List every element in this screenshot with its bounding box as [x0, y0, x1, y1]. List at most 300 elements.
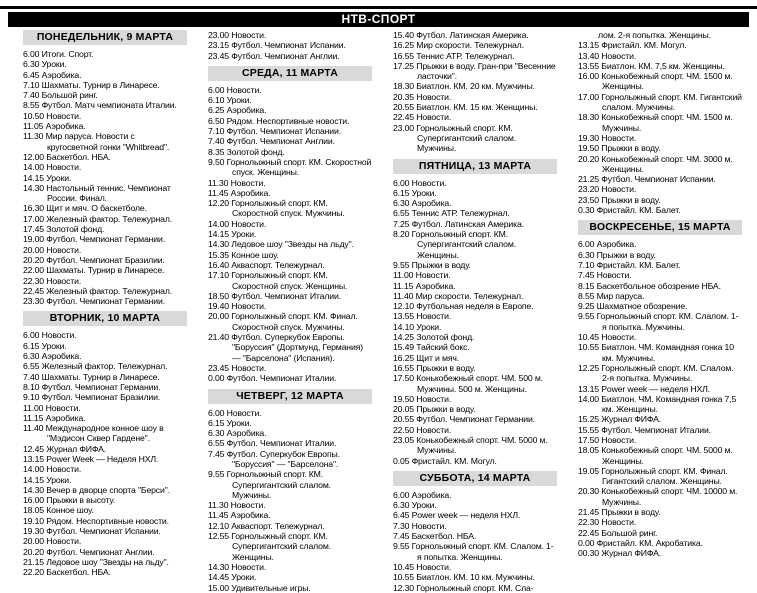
program-time: 7.10 [208, 126, 225, 137]
program-time: 14.30 [23, 484, 44, 495]
program-time: 19.10 [23, 515, 44, 526]
program-title: Баскетбольное обозрение НБА. [594, 280, 721, 291]
program-entry [393, 404, 557, 414]
program-time: 20.20 [23, 254, 44, 265]
program-columns [0, 27, 757, 593]
program-entry [393, 373, 557, 394]
program-time: 6.00 [208, 84, 225, 95]
program-title: Футбол. Чемпионат Италии. [224, 438, 337, 449]
program-entry [578, 332, 742, 342]
program-title: Футбол. Чемпионат Бразилии. [39, 392, 161, 403]
program-title: Баскетбол. НБА. [44, 151, 111, 162]
channel-title: НТВ-СПОРТ [341, 12, 416, 26]
program-title: Уроки. [39, 340, 67, 351]
program-time: 6.15 [208, 417, 225, 428]
program-title: Биатлон. КМ. 10 км. Мужчины. [414, 572, 535, 583]
program-time: 7.30 [393, 520, 410, 531]
program-time: 8.20 [393, 229, 410, 240]
program-entry [393, 178, 557, 188]
program-time: 21.40 [208, 332, 229, 343]
program-entry [393, 353, 557, 363]
program-title: Конькобежный спорт. ЧМ. 10000 м. Мужчины. [599, 486, 738, 507]
program-entry [208, 105, 372, 115]
program-entry [393, 81, 557, 91]
program-title: Уроки. [44, 474, 72, 485]
program-time: 8.10 [23, 381, 40, 392]
program-entry [578, 205, 742, 215]
program-time: 9.25 [578, 301, 595, 312]
program-time: 12.00 [23, 151, 44, 162]
program-time: 7.40 [208, 136, 225, 147]
program-time: 6.00 [393, 489, 410, 500]
program-title: Новости. [599, 332, 637, 343]
program-entry [393, 51, 557, 61]
program-time: 12.10 [393, 301, 414, 312]
program-entry [578, 51, 742, 61]
program-entry [578, 250, 742, 260]
program-entry [578, 507, 742, 517]
program-title: Мир паруса. Новости с кругосветной гонки "Whitbread". [43, 131, 170, 152]
program-entry [393, 521, 557, 531]
program-time: 14.25 [393, 332, 414, 343]
program-title: Шахматы. Турнир в Линаресе. [44, 265, 165, 276]
program-title: Акваспорт. Тележурнал. [229, 259, 325, 270]
program-entry [393, 394, 557, 404]
program-title: Новости. [44, 244, 82, 255]
program-entry [393, 40, 557, 50]
program-time: 9.55 [393, 259, 410, 270]
program-time: 18.50 [208, 290, 229, 301]
program-time: 6.15 [23, 340, 40, 351]
program-time: 13.15 [578, 383, 599, 394]
program-entry [208, 418, 372, 428]
program-time: 7.10 [23, 79, 40, 90]
program-time: 17.25 [393, 60, 414, 71]
program-title: Баскетбол. НБА. [409, 531, 477, 542]
program-entry [208, 95, 372, 105]
program-entry [23, 49, 187, 59]
program-time: 7.40 [23, 371, 40, 382]
program-time: 19.50 [393, 393, 414, 404]
program-title: Тайский бокс. [414, 342, 470, 353]
program-time: 15.35 [208, 249, 229, 260]
program-title: Аэробика. [228, 187, 271, 198]
program-entry [23, 413, 187, 423]
program-title: Новости. [599, 517, 637, 528]
program-entry [23, 100, 187, 110]
program-title: Золотой фонд. [414, 332, 475, 343]
program-column-3 [393, 30, 557, 593]
program-entry [208, 188, 372, 198]
program-title: Конное шоу. [229, 249, 279, 260]
program-title: Футбол. Чемпионат Испании. [229, 40, 346, 51]
program-entry [393, 112, 557, 122]
program-title: Золотой фонд. [44, 224, 105, 235]
program-title: Футбол. Чемпионат Англии. [44, 546, 155, 557]
program-title: Футбол. Чемпионат Германии. [44, 234, 165, 245]
program-title: Футбол. Чемпионат Италии. [229, 290, 341, 301]
program-entry [578, 435, 742, 445]
program-time: 6.00 [578, 239, 595, 250]
program-title: Горнолыжный спорт. КМ. Финал. Гигантский слалом. Женщины. [599, 465, 728, 487]
program-title: Конькобежный спорт. ЧМ. 5000 м. Мужчины. [414, 434, 548, 456]
program-entry [578, 154, 742, 175]
day-header: ВТОРНИК, 10 МАРТА [23, 311, 187, 326]
program-entry [23, 234, 187, 244]
program-entry [23, 557, 187, 567]
program-title: Футбол. Чемпионат Италии. [224, 373, 337, 384]
program-time: 10.55 [393, 572, 414, 583]
program-title: Прыжки в воду. [599, 143, 661, 154]
program-entry [393, 291, 557, 301]
program-entry [23, 444, 187, 454]
program-time: 12.20 [208, 198, 229, 209]
program-title: Футбол. Чемпионат Италии. [599, 424, 711, 435]
program-entry [208, 239, 372, 249]
program-entry [208, 531, 372, 562]
program-title: Power Week — Неделя НХЛ. [44, 453, 159, 464]
program-time: 9.50 [208, 156, 225, 167]
program-time: 8.55 [578, 290, 595, 301]
program-time: 11.45 [208, 187, 229, 198]
program-time: 17.50 [393, 373, 414, 384]
program-title: Новости. [409, 177, 447, 188]
program-time: 20.05 [393, 404, 414, 415]
program-entry [578, 239, 742, 249]
program-time: 20.00 [208, 311, 229, 322]
program-title: Конькобежный спорт. ЧМ. 500 м. Мужчины. 500 м. Женщины. [414, 373, 543, 394]
program-title: Уроки. [409, 500, 437, 511]
program-entry [578, 311, 742, 332]
top-rule [0, 6, 757, 9]
program-title: Прыжки в воду. [414, 362, 476, 373]
program-entry [393, 281, 557, 291]
program-time: 10.45 [393, 561, 414, 572]
day-header: ПОНЕДЕЛЬНИК, 9 МАРТА [23, 30, 187, 45]
program-title: Баскетбол. НБА. [44, 567, 111, 578]
program-time: 7.25 [393, 218, 410, 229]
program-entry [393, 102, 557, 112]
program-title: Футбол. Чемпионат Англии. [229, 50, 340, 61]
program-entry [23, 121, 187, 131]
program-time: 20.35 [393, 91, 414, 102]
program-entry [393, 92, 557, 102]
program-title: Аэробика. [43, 121, 86, 132]
program-title: Прыжки в высоту. [44, 495, 115, 506]
program-time: 14.15 [208, 229, 229, 240]
program-time: 21.15 [23, 556, 44, 567]
program-entry [578, 342, 742, 363]
program-time: 6.55 [393, 208, 410, 219]
program-entry [578, 548, 742, 558]
program-title: Новости. [44, 464, 82, 475]
program-entry [208, 40, 372, 50]
program-time: 00.30 [578, 548, 599, 559]
program-title: Ледовое шоу "Звезды на льду". [229, 239, 354, 250]
program-title: Фристайл. КМ. Балет. [594, 259, 681, 270]
program-title: Новости. [414, 561, 452, 572]
program-title: Новости. [414, 91, 452, 102]
program-title: Горнолыжный спорт. КМ. Супергигантский слалом. Мужчины. [224, 469, 331, 500]
program-entry [393, 322, 557, 332]
program-time: 19.30 [578, 132, 599, 143]
program-time: 12.30 [393, 582, 414, 593]
program-time: 9.55 [578, 311, 595, 322]
program-title: Горнолыжный спорт. КМ. Скоростной спуск. Женщины. [224, 156, 372, 178]
program-entry [393, 363, 557, 373]
program-title: Футбол. Чемпионат Бразилии. [44, 254, 165, 265]
program-title: Горнолыжный спорт. КМ. Супергигантский слалом. Мужчины. [414, 122, 516, 154]
program-entry [23, 341, 187, 351]
program-title: Футбол. Латинская Америка. [414, 30, 529, 40]
program-title: Журнал ФИФА. [599, 414, 662, 425]
program-title: Новости. [229, 561, 267, 572]
program-entry [393, 500, 557, 510]
program-time: 6.30 [393, 500, 410, 511]
program-time: 11.40 [23, 423, 44, 434]
program-entry [208, 500, 372, 510]
program-time: 14.15 [23, 172, 44, 183]
program-time: 20.30 [578, 486, 599, 497]
program-title: Конькобежный спорт. ЧМ. 5000 м. Женщины. [599, 445, 733, 466]
program-title: Прыжки в воду. [594, 249, 656, 260]
program-title: Аэробика. [224, 105, 267, 116]
program-time: 7.45 [208, 448, 225, 459]
program-time: 10.45 [578, 332, 599, 343]
day-header: СРЕДА, 11 МАРТА [208, 66, 372, 81]
program-time: 19.05 [578, 465, 599, 476]
program-entry [23, 255, 187, 265]
program-time: 16.25 [393, 352, 414, 363]
program-title: Новости. [229, 218, 267, 229]
program-title: Новости. [414, 112, 452, 123]
program-title: Новости. [599, 50, 637, 61]
program-title: Футбол. Чемпионат Испании. [44, 526, 161, 537]
program-title: Новости. [409, 520, 447, 531]
program-time: 6.55 [208, 438, 225, 449]
program-title: Горнолыжный спорт. КМ. Гигантский слалом. Мужчины. [599, 91, 742, 113]
program-time: 17.45 [23, 224, 44, 235]
program-time: 11.00 [393, 270, 414, 281]
program-time: 20.55 [393, 102, 414, 113]
program-entry [208, 332, 372, 363]
program-entry [23, 403, 187, 413]
program-time: 8.55 [23, 100, 40, 111]
program-time: 8.15 [578, 280, 595, 291]
program-time: 23.45 [208, 362, 229, 373]
program-title: Международное конное шоу в "Мэдисон Сквер Гардене". [43, 423, 164, 444]
program-time: 8.35 [208, 146, 225, 157]
program-title: Конное шоу. [44, 505, 94, 516]
program-time: 6.30 [23, 351, 40, 362]
program-time: 14.00 [578, 393, 599, 404]
channel-header [8, 12, 749, 27]
program-entry [208, 136, 372, 146]
program-time: 14.00 [208, 218, 229, 229]
program-title: Горнолыжный спорт. КМ. Супергигантский слалом. Женщины. [409, 229, 516, 260]
program-title: Футбол. Матч чемпионата Италии. [39, 100, 177, 111]
program-entry [208, 229, 372, 239]
program-time: 14.30 [208, 239, 229, 250]
program-time: 18.30 [578, 112, 599, 123]
program-time: 23.45 [208, 50, 229, 61]
program-entry [23, 296, 187, 306]
program-entry [393, 198, 557, 208]
program-entry [208, 116, 372, 126]
program-time: 11.45 [208, 510, 229, 521]
program-entry [578, 112, 742, 133]
program-entry [23, 276, 187, 286]
program-title: Настольный теннис. Чемпионат России. Финал. [44, 182, 171, 204]
program-time: 22.45 [23, 285, 44, 296]
program-time: 11.05 [23, 121, 44, 132]
program-time: 13.15 [578, 40, 599, 51]
program-time: 6.00 [23, 49, 40, 59]
program-time: 7.45 [393, 531, 410, 542]
program-time: 0.30 [578, 205, 595, 216]
day-header: СУББОТА, 14 МАРТА [393, 471, 557, 486]
program-title: Шахматы. Турнир в Линаресе. [39, 79, 160, 90]
program-entry [578, 270, 742, 280]
program-entry [23, 183, 187, 204]
program-title: Теннис АТР. Тележурнал. [414, 50, 515, 61]
program-title: Новости. [228, 177, 266, 188]
program-time: 11.30 [208, 500, 229, 511]
program-entry [578, 174, 742, 184]
program-title: Новости. [44, 275, 82, 286]
program-time: 16.30 [23, 203, 44, 214]
program-entry [23, 70, 187, 80]
program-entry [393, 414, 557, 424]
program-column-2 [208, 30, 372, 593]
program-title: Футбольная неделя в Европе. [414, 301, 534, 312]
program-entry [393, 311, 557, 321]
program-title: Удивительные игры. [229, 582, 311, 593]
program-entry [208, 219, 372, 229]
program-title: Биатлон. КМ. 7,5 км. Женщины. [599, 60, 725, 71]
program-time: 9.55 [208, 469, 225, 480]
program-entry [23, 547, 187, 557]
program-title: Аэробика. [39, 351, 82, 362]
program-time: 23.20 [578, 184, 599, 195]
program-entry [23, 526, 187, 536]
program-title: Фристайл. КМ. Могул. [599, 40, 687, 51]
program-title: Журнал ФИФА. [599, 548, 662, 559]
program-entry [23, 423, 187, 444]
program-time: 6.55 [23, 361, 40, 372]
program-title: Футбол. Чемпионат Испании. [224, 126, 341, 137]
program-entry [23, 224, 187, 234]
program-time: 23.15 [208, 40, 229, 51]
program-entry [208, 510, 372, 520]
program-time: 11.00 [23, 402, 44, 413]
program-time: 15.25 [578, 414, 599, 425]
program-entry [393, 208, 557, 218]
program-time: 20.20 [578, 153, 599, 164]
program-entry [393, 490, 557, 500]
program-title: Уроки. [229, 572, 257, 583]
program-entry [578, 92, 742, 113]
program-entry [578, 184, 742, 194]
program-title: Уроки. [39, 59, 67, 70]
program-time: 22.30 [578, 517, 599, 528]
program-entry [23, 505, 187, 515]
program-time: 19.00 [23, 234, 44, 245]
program-title: Футбол. Чемпионат Германии. [414, 414, 535, 425]
program-title: Большой ринг. [599, 527, 658, 538]
program-entry [208, 373, 372, 383]
program-time: 0.00 [208, 373, 225, 384]
program-title: Power week — неделя НХЛ. [409, 510, 521, 521]
program-entry [23, 265, 187, 275]
program-title: Футбол. Чемпионат Германии. [44, 296, 165, 307]
program-time: 21.45 [578, 507, 599, 518]
program-time: 22.45 [393, 112, 414, 123]
program-title: Аэробика. [43, 412, 86, 423]
program-title: Новости. [224, 407, 262, 418]
program-title: Уроки. [409, 187, 437, 198]
program-time: 22.50 [393, 424, 414, 435]
program-time: 12.45 [23, 443, 44, 454]
program-title: Уроки. [229, 229, 257, 240]
program-entry [578, 281, 742, 291]
program-title: Горнолыжный спорт. КМ. Слалом. 1-я попытка. Мужчины. [594, 311, 739, 332]
program-title: Футбол. Латинская Америка. [409, 218, 524, 229]
program-time: 13.55 [393, 311, 414, 322]
program-time: 14.00 [23, 464, 44, 475]
program-title: Шахматы. Турнир в Линаресе. [39, 371, 160, 382]
program-entry [208, 438, 372, 448]
program-entry [208, 363, 372, 373]
program-title: Конькобежный спорт. ЧМ. 3000 м. Женщины. [599, 153, 733, 174]
program-entry [23, 382, 187, 392]
program-title: Итоги. Спорт. [39, 49, 94, 59]
program-time: 22.30 [23, 275, 44, 286]
program-entry [208, 408, 372, 418]
program-title: Новости. [229, 362, 267, 373]
program-title: Биатлон. ЧМ. Командная гонка 7,5 км. Женщины. [599, 393, 737, 415]
program-title: Биатлон. ЧМ. Командная гонка 10 км. Мужчины. [599, 342, 734, 363]
program-entry [578, 445, 742, 466]
program-title: Большой ринг. [39, 90, 98, 101]
program-title: Уроки. [224, 417, 252, 428]
program-time: 11.30 [208, 177, 229, 188]
program-time: 22.00 [23, 265, 44, 276]
program-time: 16.40 [208, 259, 229, 270]
program-entry [208, 126, 372, 136]
program-entry [208, 449, 372, 470]
program-entry [23, 162, 187, 172]
program-title: Прыжки в воду. [599, 194, 661, 205]
program-entry [208, 198, 372, 219]
program-time: 23.50 [578, 194, 599, 205]
program-title: Power week — неделя НХЛ. [599, 383, 710, 394]
program-time: 6.45 [393, 510, 410, 521]
program-title: Железный фактор. Тележурнал. [44, 285, 173, 296]
program-entry [208, 178, 372, 188]
program-time: 16.25 [393, 40, 414, 51]
program-entry [23, 80, 187, 90]
program-time: 23.00 [208, 30, 229, 40]
program-title: Новости. [44, 110, 82, 121]
program-title: Рядом. Неспортивные новости. [224, 115, 350, 126]
program-time: 6.30 [578, 249, 595, 260]
program-title: Аэробика. [413, 280, 456, 291]
program-title: Новости. [43, 402, 81, 413]
program-entry [23, 464, 187, 474]
program-time: 17.00 [578, 91, 599, 102]
program-entry [208, 51, 372, 61]
